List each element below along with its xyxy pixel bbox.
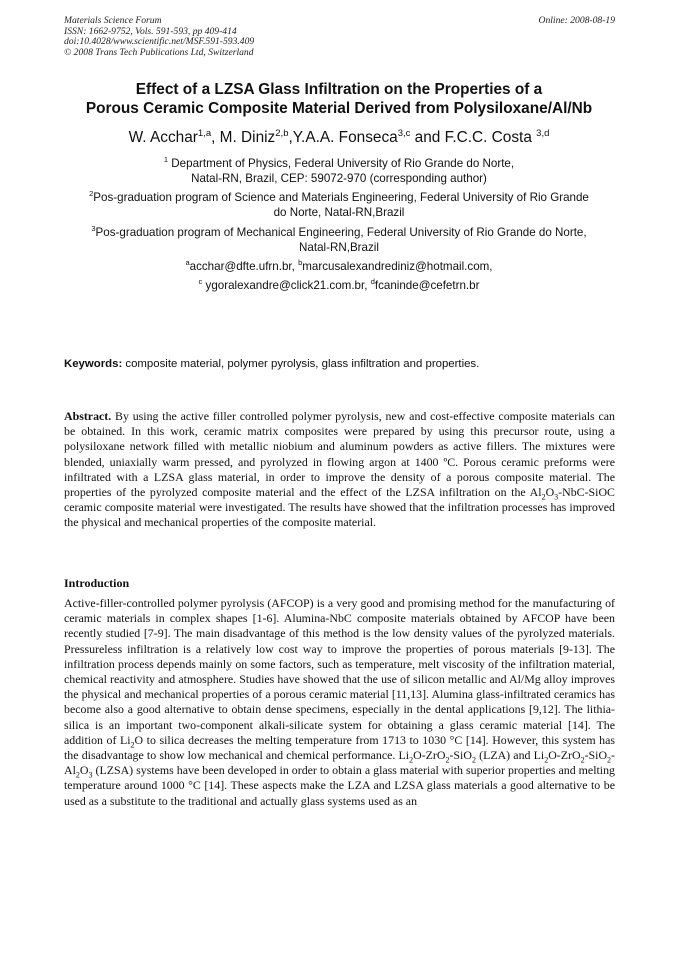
author-name: F.C.C. Costa [444,129,532,147]
subscript: 3 [88,770,93,780]
journal-name: Materials Science Forum [64,15,162,26]
email-sup: c [198,276,203,286]
subscript: 3 [554,492,559,502]
author-affil-sup: 3,d [536,128,550,139]
subscript: 2 [580,755,585,765]
paper-title [40,80,638,118]
intro-text: O-ZrO [548,748,581,763]
intro-text: (LZSA) systems have been developed in order to obtain a glass material with superior properties and melting temperature around 1000 °C [14]. These aspects make the LZA and LZSA glass materials a good alternative to be used as a substitute to the traditional and actually glass systems used as an [64,763,615,808]
affiliation-2-line-2: do Norte, Natal-RN,Brazil [273,206,405,220]
affiliation-3-line-2: Natal-RN,Brazil [299,240,379,254]
author-affil-sup: 2,b [275,128,289,139]
abstract-text: -NbC-SiOC ceramic composite material were investigated. The results have showed that the infiltration processes has improved the physical and mechanical properties of the composite material. [64,485,615,530]
subscript: 2 [541,492,546,502]
affiliation-number: 1 [163,155,169,164]
email-line-2 [50,274,628,293]
subscript: 2 [607,755,612,765]
title-line-2: Porous Ceramic Composite Material Derived from Polysiloxane/Al/Nb [85,100,593,117]
journal-header [64,16,615,58]
online-date: Online: 2008-08-19 [538,15,615,26]
subscript: 2 [130,740,135,750]
affiliation-1-line-2: Natal-RN, Brazil, CEP: 59072-970 (corresponding author) [191,172,487,186]
intro-text: -SiO [584,748,608,763]
intro-text: -Al [64,748,615,778]
email-line-1 [50,255,628,274]
journal-copyright: © 2008 Trans Tech Publications Ltd, Switzerland [64,46,254,58]
keywords-text: composite material, polymer pyrolysis, glass infiltration and properties. [125,358,480,370]
email-sup: b [298,257,303,267]
journal-doi: doi:10.4028/www.scientific.net/MSF.591-593.409 [64,36,255,47]
subscript: 2 [544,755,549,765]
author-name: M. Diniz [219,129,276,147]
introduction-paragraph [64,596,615,809]
affiliations [50,152,628,293]
email-link[interactable]: marcusalexandrediniz@hotmail.com, [302,259,493,273]
keywords [64,357,624,372]
subscript: 2 [471,755,476,765]
intro-text: -SiO [449,748,472,763]
title-line-1: Effect of a LZSA Glass Infiltration on the Properties of a [135,81,543,98]
email-link[interactable]: ygoralexandre@click21.com.br, [205,278,368,292]
author-name: Y.A.A. Fonseca [292,129,398,147]
intro-text: O to silica decreases the melting temperature from 1713 to 1030 °C [14]. However, this system has the disadvantage to show low mechanical and chemical performance. Li [64,732,615,763]
affiliation-text: Pos-graduation program of Mechanical Engineering, Federal University of Rio Grande do Norte, [95,225,587,239]
abstract-text: By using the active filler controlled polymer pyrolysis, new and cost-effective composite materials can be obtained. In this work, ceramic matrix composites were prepared by using this precursor route, using a polysiloxane network filled with metallic niobium and aluminum powders as active fillers. The mixtures were blended, uniaxially warm pressed, and pyrolyzed in flowing argon at 1400 ºC. Porous ceramic preforms were infiltrated with a LZSA glass material, in order to improve the density of a porous composite material. The properties of the pyrolyzed composite material and the effect of the LZSA infiltration on the Al [64,409,615,500]
abstract-label: Abstract. [64,409,112,423]
intro-text: O [79,763,89,778]
author-list: W. Acchar$^{1,a}$, M. Diniz$^{2,b}$,Y.A.A. Fonseca$^{3,c}$ and F.C.C. Costa $^{3,d}$ [128,128,550,147]
affiliation-1-line-1 [50,152,628,171]
email-sup: d [370,276,375,286]
keywords-label: Keywords: [64,358,123,370]
journal-issn: ISSN: 1662-9752, Vols. 591-593, pp 409-414 [64,25,237,37]
introduction-heading: Introduction [64,576,130,590]
affiliation-3-line-1 [50,221,628,240]
subscript: 2 [75,770,80,780]
affiliation-number: 3 [91,223,96,233]
abstract-text: O [545,485,555,500]
email-sup: a [185,257,190,267]
affiliation-number: 2 [89,189,94,199]
affiliation-text: Department of Physics, Federal University of Rio Grande do Norte, [171,156,515,170]
affiliation-2-line-1 [50,186,628,205]
intro-text: (LZA) and Li [475,748,545,763]
author-name: W. Acchar [128,129,198,147]
affiliation-text: Pos-graduation program of Science and Materials Engineering, Federal University of Rio Grande [93,191,589,205]
author-affil-sup: 1,a [197,128,212,139]
subscript: 2 [409,755,414,765]
email-link[interactable]: acchar@dfte.ufrn.br, [189,259,295,273]
intro-text: O-ZrO [413,748,446,763]
abstract [64,409,615,531]
subscript: 2 [445,755,450,765]
intro-text: Active-filler-controlled polymer pyrolysis (AFCOP) is a very good and promising method for the manufacturing of ceramic materials in complex shapes [1-6]. Alumina-NbC composite materials obtained by AFCOP have been recently studied [7-9]. The main disadvantage of this method is the low density values of the pyrolyzed materials. Pressureless infiltration is a relatively low cost way to improve the properties of porous materials [9-13]. The infiltration process depends mainly on some factors, such as temperature, melt viscosity of the infiltration material, chemical reactivity and atmosphere. Studies have showed that the use of silicon metallic and Al/Mg alloy improves the physical and mechanical properties of a porous ceramic material [11,13]. Alumina glass-infiltrated ceramics has become also a good alternative to obtain dense specimens, especially in the dental applications [9,12]. The lithia-silica is an important two-component alkali-silicate system for obtaining a glass ceramic material [14]. The addition of Li [64,596,615,747]
author-affil-sup: 3,c [397,128,411,139]
email-link[interactable]: fcaninde@cefetrn.br [374,278,480,292]
